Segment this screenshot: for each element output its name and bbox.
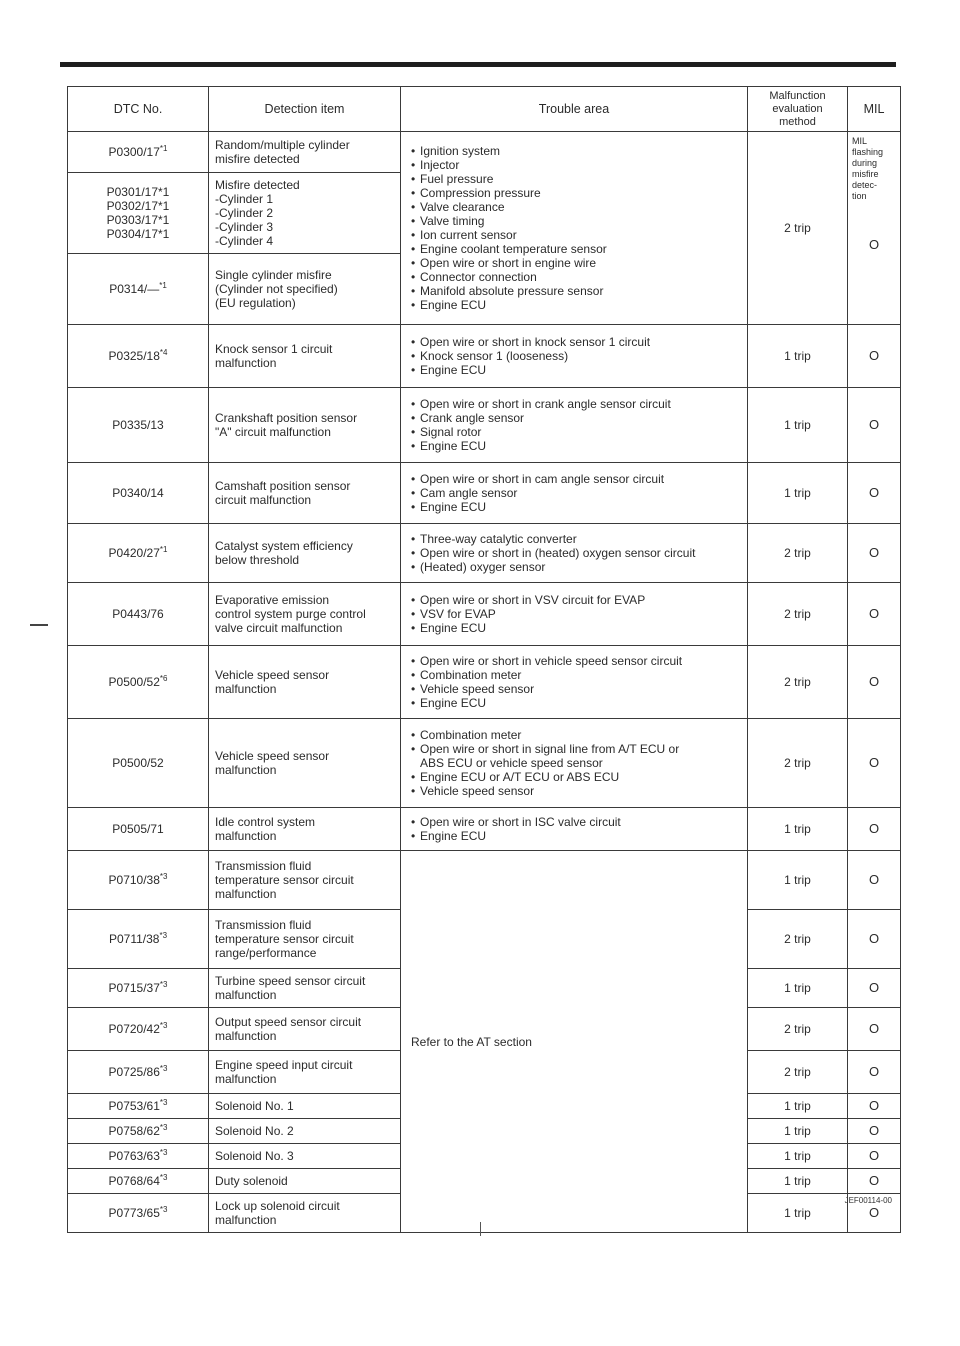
- table-row: [68, 524, 901, 583]
- mil-indicator: O: [848, 851, 901, 910]
- trouble-area: [401, 808, 748, 851]
- trouble-item: • (Heated) oxyger sensor: [411, 560, 741, 574]
- mil-indicator: O: [848, 910, 901, 969]
- detection-item: [209, 254, 401, 325]
- detection-item: [209, 1051, 401, 1094]
- mil-indicator: O: [848, 646, 901, 719]
- evaluation-method: 1 trip: [748, 808, 848, 851]
- dtc-code-text: P0725/86: [108, 1065, 160, 1079]
- detection-item: [209, 969, 401, 1008]
- dtc-footnote-ref: *3: [159, 1064, 168, 1073]
- dtc-code: [68, 719, 209, 808]
- detection-text: Output speed sensor circuit malfunction: [215, 1015, 362, 1043]
- dtc-code-text: P0443/76: [112, 607, 164, 621]
- trouble-item: • Fuel pressure: [411, 172, 741, 186]
- trouble-item: • Connector connection: [411, 270, 741, 284]
- mil-indicator: O: [848, 524, 901, 583]
- figure-id: JEF00114-00: [844, 1196, 892, 1205]
- detection-text: Misfire detected -Cylinder 1 -Cylinder 2 -Cylinder 3 -Cylinder 4: [215, 178, 300, 248]
- trouble-list: [411, 728, 741, 798]
- detection-text: Solenoid No. 3: [215, 1149, 294, 1163]
- detection-item: [209, 524, 401, 583]
- trouble-area: Refer to the AT section: [401, 851, 748, 1233]
- trouble-area: [401, 524, 748, 583]
- mil-indicator: O: [848, 1119, 901, 1144]
- mil-indicator: O: [848, 1144, 901, 1169]
- evaluation-method: 2 trip: [748, 583, 848, 646]
- dtc-code: [68, 1094, 209, 1119]
- trouble-item: • Open wire or short in engine wire: [411, 256, 741, 270]
- trouble-item: • Combination meter: [411, 728, 741, 742]
- dtc-footnote-ref: *4: [159, 348, 168, 357]
- trouble-item: • Cam angle sensor: [411, 486, 741, 500]
- trouble-area: [401, 388, 748, 463]
- table-row: [68, 719, 901, 808]
- evaluation-method: 1 trip: [748, 1169, 848, 1194]
- dtc-footnote-ref: *3: [159, 1098, 168, 1107]
- trouble-item: • Engine coolant temperature sensor: [411, 242, 741, 256]
- detection-text: Vehicle speed sensor malfunction: [215, 668, 330, 696]
- dtc-code: [68, 325, 209, 388]
- detection-text: Idle control system malfunction: [215, 815, 316, 843]
- dtc-code: [68, 1169, 209, 1194]
- table-row: [68, 583, 901, 646]
- trouble-item: • Knock sensor 1 (looseness): [411, 349, 741, 363]
- dtc-code: [68, 1008, 209, 1051]
- trouble-item: • Vehicle speed sensor: [411, 784, 741, 798]
- detection-item: [209, 463, 401, 524]
- trouble-item: • Engine ECU: [411, 696, 741, 710]
- trouble-list: [411, 472, 741, 514]
- detection-item: [209, 1008, 401, 1051]
- dtc-footnote-ref: *1: [159, 281, 167, 290]
- mil-symbol: O: [868, 237, 880, 252]
- dtc-code: [68, 583, 209, 646]
- detection-item: [209, 1094, 401, 1119]
- evaluation-method: 1 trip: [748, 1119, 848, 1144]
- dtc-code-text: P0768/64: [108, 1174, 160, 1188]
- trouble-item: • Valve timing: [411, 214, 741, 228]
- detection-text: Camshaft position sensor circuit malfunction: [215, 479, 351, 507]
- trouble-area: [401, 583, 748, 646]
- table-row: [68, 808, 901, 851]
- top-rule: [60, 62, 896, 67]
- trouble-item: • Crank angle sensor: [411, 411, 741, 425]
- evaluation-method: 1 trip: [748, 851, 848, 910]
- trouble-item: • Engine ECU: [411, 298, 741, 312]
- dtc-footnote-ref: *3: [159, 1205, 168, 1214]
- header-detection: Detection item: [209, 87, 401, 132]
- trouble-item: • Signal rotor: [411, 425, 741, 439]
- evaluation-method: 1 trip: [748, 1144, 848, 1169]
- evaluation-method: 1 trip: [748, 388, 848, 463]
- evaluation-method: 2 trip: [748, 646, 848, 719]
- trouble-list: [411, 397, 741, 453]
- evaluation-method: 2 trip: [748, 910, 848, 969]
- detection-item: [209, 1144, 401, 1169]
- header-trouble: Trouble area: [401, 87, 748, 132]
- table-body: [68, 132, 901, 1233]
- dtc-code: [68, 969, 209, 1008]
- mil-indicator: O: [848, 808, 901, 851]
- mil-indicator: O: [848, 1169, 901, 1194]
- detection-text: Turbine speed sensor circuit malfunction: [215, 974, 366, 1002]
- table-row: [68, 132, 901, 173]
- mil-indicator: O: [848, 1051, 901, 1094]
- dtc-code: [68, 646, 209, 719]
- margin-mark: [30, 624, 48, 626]
- mil-flashing-note: MIL flashing during misfire detec- tion: [852, 136, 884, 201]
- detection-text: Engine speed input circuit malfunction: [215, 1058, 353, 1086]
- dtc-code: [68, 1119, 209, 1144]
- trouble-item: • Compression pressure: [411, 186, 741, 200]
- table-row: [68, 851, 901, 910]
- dtc-code-text: P0773/65: [108, 1206, 160, 1220]
- dtc-code-text: P0420/27: [108, 546, 160, 560]
- dtc-footnote-ref: *6: [159, 674, 168, 683]
- trouble-area: [401, 325, 748, 388]
- mil-indicator: O: [848, 325, 901, 388]
- evaluation-method: 2 trip: [748, 1008, 848, 1051]
- header-row: [68, 87, 901, 132]
- dtc-footnote-ref: *3: [159, 1123, 168, 1132]
- detection-item: [209, 132, 401, 173]
- mil-indicator: [848, 132, 901, 325]
- dtc-code: [68, 808, 209, 851]
- detection-item: [209, 851, 401, 910]
- trouble-item: • Vehicle speed sensor: [411, 682, 741, 696]
- trouble-item: • Open wire or short in vehicle speed sensor circuit: [411, 654, 741, 668]
- dtc-code-text: P0505/71: [112, 822, 164, 836]
- dtc-code: [68, 1144, 209, 1169]
- evaluation-method: 2 trip: [748, 524, 848, 583]
- detection-text: Transmission fluid temperature sensor circuit malfunction: [215, 859, 354, 901]
- mil-indicator: O: [848, 1094, 901, 1119]
- trouble-item: • Engine ECU: [411, 439, 741, 453]
- trouble-item: • Engine ECU: [411, 829, 741, 843]
- detection-item: [209, 1194, 401, 1233]
- dtc-code-text: P0340/14: [112, 486, 164, 500]
- dtc-code-text: P0300/17: [108, 145, 160, 159]
- trouble-area: [401, 463, 748, 524]
- detection-item: [209, 719, 401, 808]
- table-row: [68, 388, 901, 463]
- trouble-item: • Open wire or short in ISC valve circuit: [411, 815, 741, 829]
- mil-indicator: O: [848, 1194, 901, 1233]
- trouble-item: • Open wire or short in knock sensor 1 circuit: [411, 335, 741, 349]
- trouble-list: [411, 593, 741, 635]
- dtc-code: [68, 1051, 209, 1094]
- mil-indicator: O: [848, 1008, 901, 1051]
- trouble-item: • Engine ECU: [411, 621, 741, 635]
- detection-text: Vehicle speed sensor malfunction: [215, 749, 330, 777]
- evaluation-method: 1 trip: [748, 1094, 848, 1119]
- evaluation-method: 2 trip: [748, 132, 848, 325]
- dtc-code-text: P0715/37: [108, 981, 160, 995]
- mil-indicator: O: [848, 388, 901, 463]
- dtc-code-text: P0500/52: [108, 675, 160, 689]
- mil-indicator: O: [848, 463, 901, 524]
- dtc-code-text: P0325/18: [108, 349, 160, 363]
- table-row: [68, 463, 901, 524]
- dtc-table: [67, 86, 901, 1233]
- dtc-code: [68, 463, 209, 524]
- trouble-item: • Engine ECU: [411, 363, 741, 377]
- trouble-list: [411, 532, 741, 574]
- page-mark: [480, 1222, 481, 1236]
- evaluation-method: 1 trip: [748, 969, 848, 1008]
- trouble-area: [401, 646, 748, 719]
- trouble-list: [411, 815, 741, 843]
- dtc-code: [68, 524, 209, 583]
- dtc-code-text: P0763/63: [108, 1149, 160, 1163]
- detection-text: Solenoid No. 1: [215, 1099, 294, 1113]
- dtc-code-text: P0500/52: [112, 756, 164, 770]
- detection-item: [209, 325, 401, 388]
- dtc-code: [68, 254, 209, 325]
- detection-item: [209, 173, 401, 254]
- trouble-item: • Engine ECU or A/T ECU or ABS ECU: [411, 770, 741, 784]
- trouble-item: • Manifold absolute pressure sensor: [411, 284, 741, 298]
- trouble-list: [411, 335, 741, 377]
- trouble-area: [401, 719, 748, 808]
- dtc-footnote-ref: *1: [159, 144, 168, 153]
- dtc-code: [68, 1194, 209, 1233]
- evaluation-method: 2 trip: [748, 1051, 848, 1094]
- dtc-code: [68, 388, 209, 463]
- detection-item: [209, 388, 401, 463]
- detection-item: [209, 808, 401, 851]
- detection-item: [209, 910, 401, 969]
- trouble-item: • Open wire or short in crank angle sensor circuit: [411, 397, 741, 411]
- detection-text: Single cylinder misfire (Cylinder not specified) (EU regulation): [215, 268, 338, 310]
- dtc-code: [68, 132, 209, 173]
- mil-indicator: O: [848, 969, 901, 1008]
- detection-text: Lock up solenoid circuit malfunction: [215, 1199, 340, 1227]
- evaluation-method: 1 trip: [748, 325, 848, 388]
- detection-text: Solenoid No. 2: [215, 1124, 294, 1138]
- trouble-list: [411, 654, 741, 710]
- trouble-item: • Valve clearance: [411, 200, 741, 214]
- mil-indicator: O: [848, 719, 901, 808]
- trouble-item: • Injector: [411, 158, 741, 172]
- detection-text: Transmission fluid temperature sensor circuit range/performance: [215, 918, 354, 960]
- trouble-item: • Engine ECU: [411, 500, 741, 514]
- detection-text: Crankshaft position sensor "A" circuit malfunction: [215, 411, 358, 439]
- mil-indicator: O: [848, 583, 901, 646]
- trouble-item: • Combination meter: [411, 668, 741, 682]
- dtc-code-text: P0314/—: [109, 282, 160, 296]
- dtc-code-text: P0720/42: [108, 1022, 160, 1036]
- dtc-footnote-ref: *1: [159, 545, 168, 554]
- detection-item: [209, 1119, 401, 1144]
- trouble-item: • Ignition system: [411, 144, 741, 158]
- dtc-code-text: P0758/62: [108, 1124, 160, 1138]
- dtc-code-text: P0711/38: [108, 932, 160, 946]
- trouble-area: [401, 132, 748, 325]
- evaluation-method: 2 trip: [748, 719, 848, 808]
- dtc-footnote-ref: *3: [159, 872, 168, 881]
- dtc-code: [68, 910, 209, 969]
- trouble-item: • Open wire or short in signal line from A/T ECU or ABS ECU or vehicle speed sensor: [411, 742, 741, 770]
- dtc-footnote-ref: *3: [159, 931, 168, 940]
- detection-item: [209, 1169, 401, 1194]
- detection-text: Catalyst system efficiency below threshold: [215, 539, 353, 567]
- dtc-code-text: P0753/61: [108, 1099, 160, 1113]
- trouble-item: • Open wire or short in cam angle sensor circuit: [411, 472, 741, 486]
- trouble-item: • Three-way catalytic converter: [411, 532, 741, 546]
- dtc-code-text: P0710/38: [108, 873, 160, 887]
- detection-text: Knock sensor 1 circuit malfunction: [215, 342, 333, 370]
- dtc-code-text: P0335/13: [112, 418, 164, 432]
- dtc-code: [68, 851, 209, 910]
- table-row: [68, 325, 901, 388]
- detection-item: [209, 646, 401, 719]
- detection-item: [209, 583, 401, 646]
- dtc-footnote-ref: *3: [159, 1148, 168, 1157]
- detection-text: Duty solenoid: [215, 1174, 288, 1188]
- header-dtc: DTC No.: [68, 87, 209, 132]
- trouble-item: • Ion current sensor: [411, 228, 741, 242]
- trouble-list: [411, 144, 741, 312]
- trouble-item: • Open wire or short in VSV circuit for EVAP: [411, 593, 741, 607]
- table-row: [68, 646, 901, 719]
- header-mil: MIL: [848, 87, 901, 132]
- dtc-code-text: P0301/17*1 P0302/17*1 P0303/17*1 P0304/17*1: [106, 185, 170, 241]
- detection-text: Random/multiple cylinder misfire detected: [215, 138, 350, 166]
- trouble-item: • Open wire or short in (heated) oxygen sensor circuit: [411, 546, 741, 560]
- header-method: Malfunction evaluation method: [748, 87, 848, 132]
- detection-text: Evaporative emission control system purge control valve circuit malfunction: [215, 593, 366, 635]
- trouble-item: • VSV for EVAP: [411, 607, 741, 621]
- dtc-footnote-ref: *3: [159, 1173, 168, 1182]
- evaluation-method: 1 trip: [748, 463, 848, 524]
- evaluation-method: 1 trip: [748, 1194, 848, 1233]
- dtc-code: [68, 173, 209, 254]
- dtc-footnote-ref: *3: [159, 1021, 168, 1030]
- dtc-footnote-ref: *3: [159, 980, 168, 989]
